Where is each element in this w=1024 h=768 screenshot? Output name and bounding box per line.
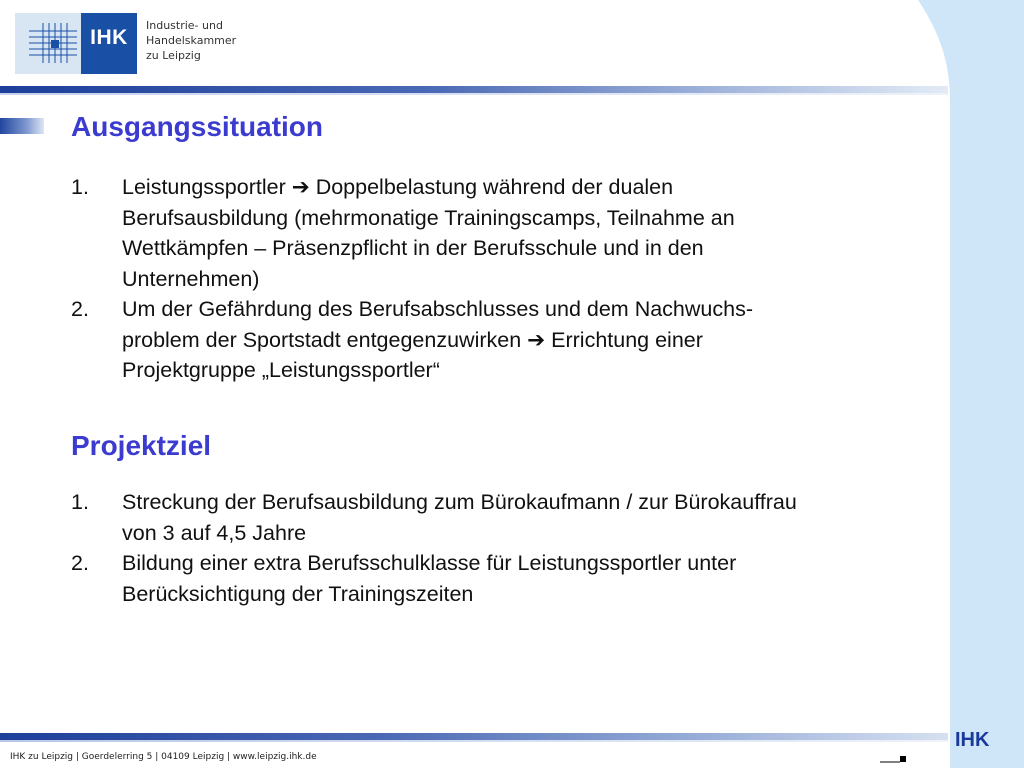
list-item-line: Projektgruppe „Leistungssportler“ — [122, 358, 440, 382]
list-item-line: Leistungssportler ➔ Doppelbelastung während der dualen — [122, 175, 674, 199]
top-divider — [0, 86, 948, 93]
list-item-line: problem der Sportstadt entgegenzuwirken ➔ Errichtung einer — [122, 327, 703, 352]
list-item-line: Um der Gefährdung des Berufsabschlusses und dem Nachwuchs- — [122, 297, 753, 321]
title-marker — [0, 118, 44, 134]
list-item-number: 1. — [71, 490, 89, 514]
footer-address: IHK zu Leipzig | Goerdelerring 5 | 04109 Leipzig | www.leipzig.ihk.de — [10, 752, 317, 762]
list-item-line: Unternehmen) — [122, 266, 260, 291]
logo-org-name — [146, 18, 316, 63]
bottom-divider-shadow — [0, 740, 948, 742]
list-item — [71, 487, 941, 548]
list-item-line: Berufsausbildung (mehrmonatige Trainingscamps, Teilnahme an — [122, 205, 735, 230]
list-item-line: Berücksichtigung der Trainingszeiten — [122, 581, 474, 606]
logo-org-line2: zu Leipzig — [146, 49, 201, 62]
list-item-line: Bildung einer extra Berufsschulklasse für Leistungssportler unter — [122, 551, 737, 575]
section-title-projektziel: Projektziel — [71, 430, 212, 461]
projektziel-list — [71, 487, 941, 609]
ausgangssituation-list — [71, 172, 941, 386]
list-item-number: 2. — [71, 551, 89, 575]
list-item-line: Streckung der Berufsausbildung zum Bürokaufmann / zur Bürokauffrau — [122, 490, 797, 514]
logo-org-line1: Industrie- und Handelskammer — [146, 19, 237, 47]
section-title-ausgangssituation: Ausgangssituation — [71, 111, 324, 142]
ihk-logo — [15, 13, 137, 74]
list-item — [71, 548, 941, 609]
corner-mark-icon — [880, 753, 908, 765]
list-item — [71, 294, 941, 386]
logo-abbr: IHK — [81, 13, 137, 74]
list-item-number: 1. — [71, 175, 89, 199]
top-divider-shadow — [0, 93, 948, 95]
list-item — [71, 172, 941, 294]
logo-grid-icon — [25, 21, 81, 65]
list-item-line: von 3 auf 4,5 Jahre — [122, 520, 307, 545]
bottom-divider — [0, 733, 948, 740]
corner-ihk-label: IHK — [955, 729, 990, 751]
list-item-number: 2. — [71, 297, 89, 321]
list-item-line: Wettkämpfen – Präsenzpflicht in der Berufsschule und in den — [122, 236, 704, 260]
